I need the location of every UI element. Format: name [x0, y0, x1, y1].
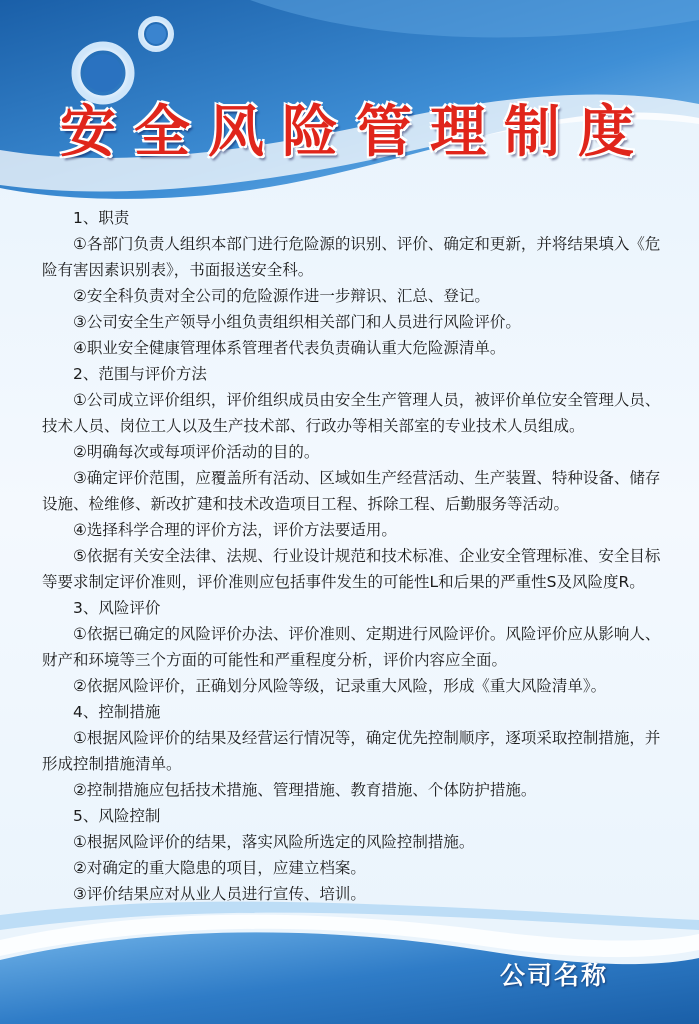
paragraph: ③公司安全生产领导小组负责组织相关部门和人员进行风险评价。 — [73, 313, 521, 331]
paragraph: ③确定评价范围，应覆盖所有活动、区域如生产经营活动、生产装置、特种设备、储存设施、检维修、新改扩建和技术改造项目工程、拆除工程、后勤服务等活动。 — [42, 469, 661, 513]
section-heading: 1、职责 — [73, 209, 130, 227]
paragraph: ①依据已确定的风险评价办法、评价准则、定期进行风险评价。风险评价应从影响人、财产和环境等三个方面的可能性和严重程度分析，评价内容应全面。 — [42, 625, 661, 669]
section-heading: 2、范围与评价方法 — [73, 365, 207, 383]
paragraph: ②明确每次或每项评价活动的目的。 — [73, 443, 320, 461]
paragraph: ⑤依据有关安全法律、法规、行业设计规范和技术标准、企业安全管理标准、安全目标等要求制定评价准则，评价准则应包括事件发生的可能性L和后果的严重性S及风险度R。 — [42, 547, 661, 591]
regulation-body — [42, 205, 668, 907]
paragraph: ②对确定的重大隐患的项目，应建立档案。 — [73, 859, 366, 877]
paragraph: ④职业安全健康管理体系管理者代表负责确认重大危险源清单。 — [73, 339, 506, 357]
section-heading: 4、控制措施 — [73, 703, 161, 721]
paragraph: ②依据风险评价，正确划分风险等级，记录重大风险，形成《重大风险清单》。 — [73, 677, 607, 695]
section-heading: 5、风险控制 — [73, 807, 161, 825]
paragraph: ①公司成立评价组织，评价组织成员由安全生产管理人员，被评价单位安全管理人员、技术人员、岗位工人以及生产技术部、行政办等相关部室的专业技术人员组成。 — [42, 391, 661, 435]
paragraph: ①根据风险评价的结果及经营运行情况等，确定优先控制顺序，逐项采取控制措施，并形成控制措施清单。 — [42, 729, 661, 773]
page-title: 安全风险管理制度 — [60, 99, 652, 165]
paragraph: ①各部门负责人组织本部门进行危险源的识别、评价、确定和更新，并将结果填入《危险有害因素识别表》，书面报送安全科。 — [42, 235, 661, 279]
paragraph: ①根据风险评价的结果，落实风险所选定的风险控制措施。 — [73, 833, 475, 851]
paragraph: ②控制措施应包括技术措施、管理措施、教育措施、个体防护措施。 — [73, 781, 537, 799]
paragraph: ④选择科学合理的评价方法，评价方法要适用。 — [73, 521, 397, 539]
company-name: 公司名称 — [500, 961, 609, 990]
paragraph: ②安全科负责对全公司的危险源作进一步辩识、汇总、登记。 — [73, 287, 490, 305]
paragraph: ③评价结果应对从业人员进行宣传、培训。 — [73, 885, 366, 903]
section-heading: 3、风险评价 — [73, 599, 161, 617]
